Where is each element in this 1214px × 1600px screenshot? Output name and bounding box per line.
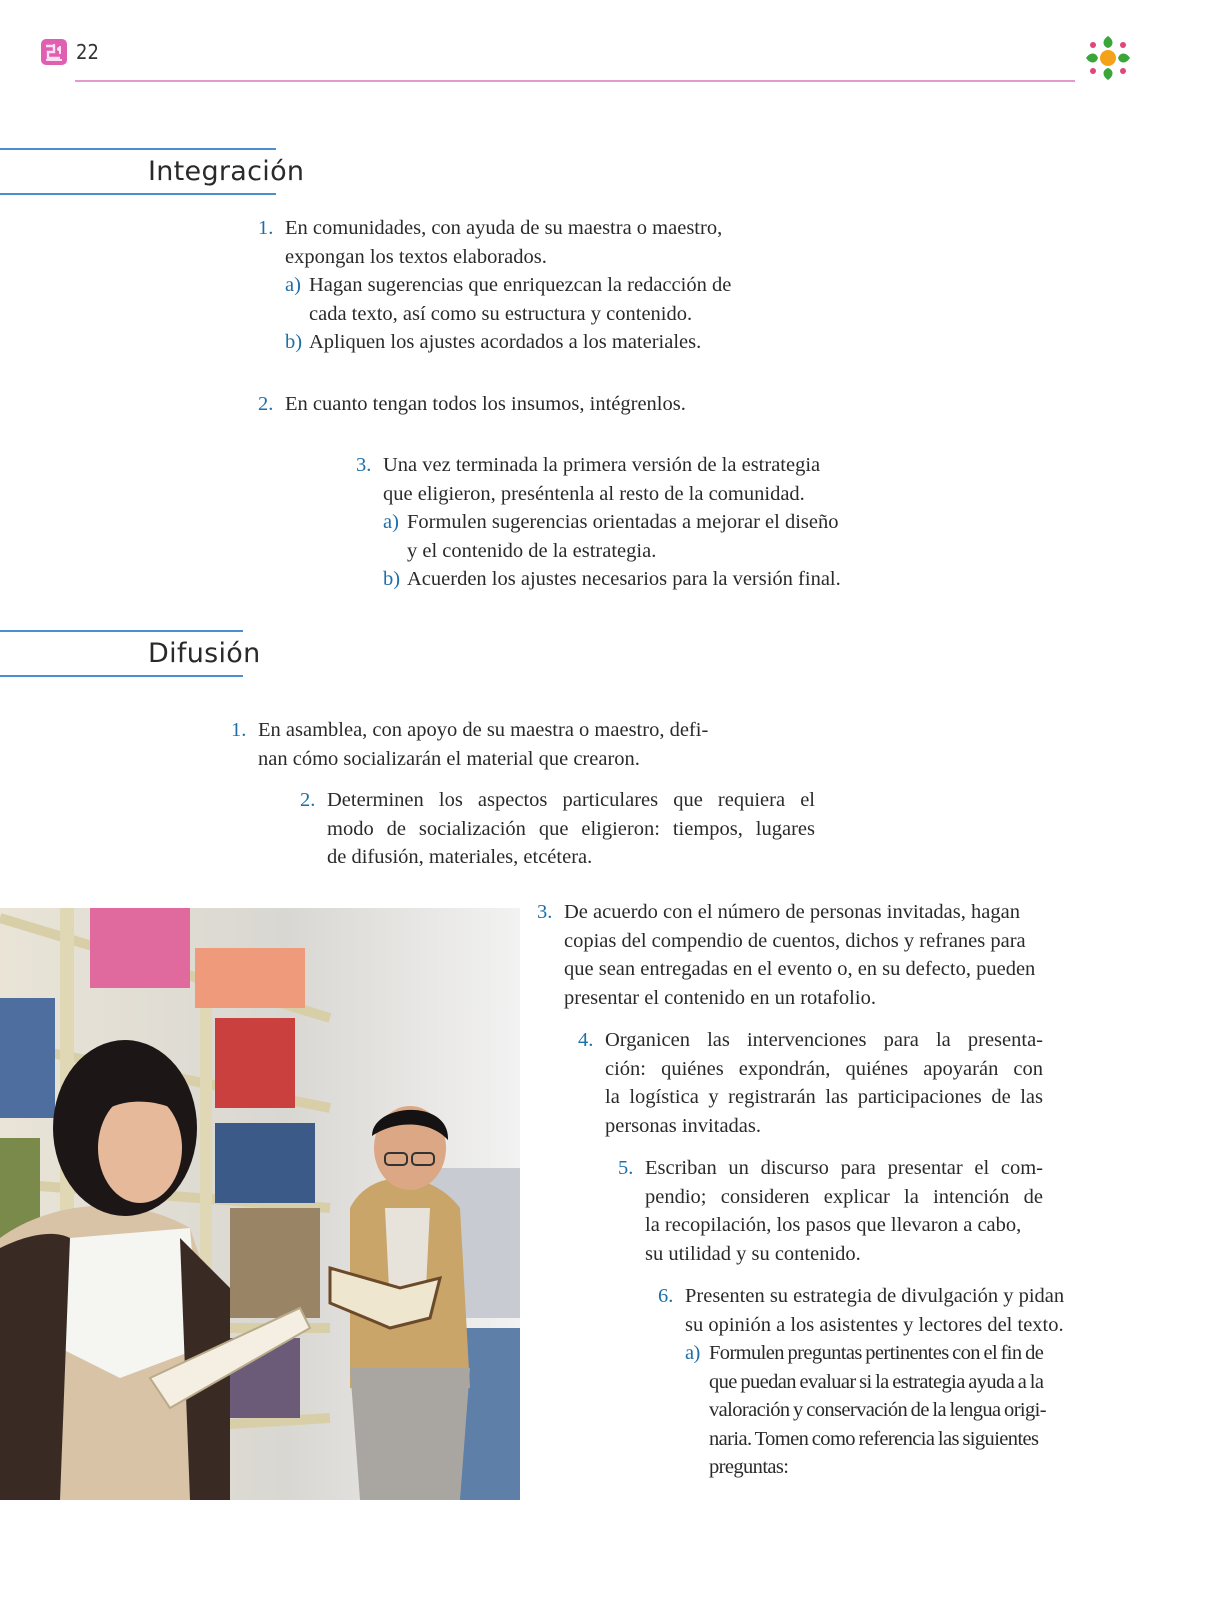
heading-rule-top: [0, 630, 243, 632]
heading-rule-bottom: [0, 193, 276, 195]
item-line: la logística y registrarán las participaciones de las: [605, 1086, 1043, 1108]
item-line: pendio; consideren explicar la intención de: [645, 1185, 1043, 1208]
item-line: En cuanto tengan todos los insumos, intégrenlos.: [285, 393, 686, 415]
sub-line: Formulen preguntas pertinentes con el fin de: [709, 1342, 1044, 1364]
pink-glyph-logo-icon: [40, 38, 68, 66]
integracion-item-1: [258, 214, 758, 357]
item-number: 5.: [618, 1157, 634, 1179]
item-line: modo de socialización que eligieron: tiempos, lugares: [327, 817, 815, 840]
item-line: Presenten su estrategia de divulgación y pidan: [685, 1285, 1065, 1307]
item-line: copias del compendio de cuentos, dichos y refranes para: [564, 929, 1026, 952]
sub-letter: b): [383, 568, 401, 590]
page-number: 22: [76, 40, 99, 64]
sub-line: preguntas:: [709, 1456, 789, 1478]
sub-line: Formulen sugerencias orientadas a mejorar el diseño: [407, 511, 839, 533]
item-line: De acuerdo con el número de personas invitadas, hagan: [564, 901, 1020, 923]
item-line: presentar el contenido en un rotafolio.: [564, 986, 876, 1009]
difusion-item-2: [300, 786, 815, 872]
item-line: Determinen los aspectos particulares que requiera el: [327, 789, 815, 811]
difusion-item-6: [658, 1282, 1098, 1482]
library-students-photo: [0, 908, 520, 1500]
item-number: 2.: [300, 789, 316, 811]
item-line: expongan los textos elaborados.: [285, 245, 547, 268]
integracion-item-2: [258, 390, 758, 419]
sub-line: Hagan sugerencias que enriquezcan la redacción de: [309, 274, 732, 296]
item-line: su utilidad y su contenido.: [645, 1242, 861, 1265]
sub-line: valoración y conservación de la lengua origi-: [709, 1399, 1046, 1421]
difusion-item-3: [537, 898, 1082, 1012]
colorful-flower-icon: [1082, 32, 1134, 84]
item-line: la recopilación, los pasos que llevaron a cabo,: [645, 1214, 1022, 1236]
item-line: Escriban un discurso para presentar el com-: [645, 1157, 1043, 1179]
section-title: Difusión: [148, 638, 261, 669]
difusion-item-4: [578, 1026, 1043, 1140]
item-number: 3.: [537, 901, 553, 923]
sub-line: cada texto, así como su estructura y contenido.: [309, 302, 693, 325]
item-line: ción: quiénes expondrán, quiénes apoyarán con: [605, 1057, 1043, 1080]
sub-line: Apliquen los ajustes acordados a los materiales.: [309, 331, 702, 353]
item-number: 1.: [258, 217, 274, 239]
item-number: 3.: [356, 454, 372, 476]
sub-line: y el contenido de la estrategia.: [407, 539, 657, 562]
difusion-item-5: [618, 1154, 1043, 1268]
item-line: Una vez terminada la primera versión de la estrategia: [383, 454, 821, 476]
item-line: de difusión, materiales, etcétera.: [327, 846, 593, 868]
item-line: que sean entregadas en el evento o, en su defecto, pueden: [564, 958, 1036, 980]
sub-letter: a): [285, 274, 301, 296]
sub-line: Acuerden los ajustes necesarios para la versión final.: [407, 568, 841, 590]
sub-line: naria. Tomen como referencia las siguientes: [709, 1427, 1039, 1450]
heading-rule-bottom: [0, 675, 243, 677]
sub-letter: a): [685, 1342, 700, 1364]
integracion-item-3: [356, 451, 876, 594]
item-line: personas invitadas.: [605, 1114, 761, 1137]
item-number: 6.: [658, 1285, 674, 1307]
section-heading-difusion: [0, 630, 261, 680]
item-line: Organicen las intervenciones para la presenta-: [605, 1029, 1043, 1051]
item-line: nan cómo socializarán el material que crearon.: [258, 747, 640, 770]
header-rule: [75, 80, 1075, 82]
section-heading-integracion: [0, 148, 305, 198]
sub-line: que puedan evaluar si la estrategia ayuda a la: [709, 1370, 1044, 1393]
sub-letter: b): [285, 331, 303, 353]
item-line: su opinión a los asistentes y lectores del texto.: [685, 1313, 1064, 1336]
item-number: 1.: [231, 719, 247, 741]
item-line: que eligieron, preséntenla al resto de la comunidad.: [383, 482, 805, 505]
heading-rule-top: [0, 148, 276, 150]
section-title: Integración: [148, 156, 305, 187]
item-number: 4.: [578, 1029, 594, 1051]
item-number: 2.: [258, 393, 274, 415]
item-line: En asamblea, con apoyo de su maestra o maestro, defi-: [258, 719, 709, 741]
difusion-item-1: [231, 716, 751, 773]
item-line: En comunidades, con ayuda de su maestra o maestro,: [285, 217, 723, 239]
sub-letter: a): [383, 511, 399, 533]
